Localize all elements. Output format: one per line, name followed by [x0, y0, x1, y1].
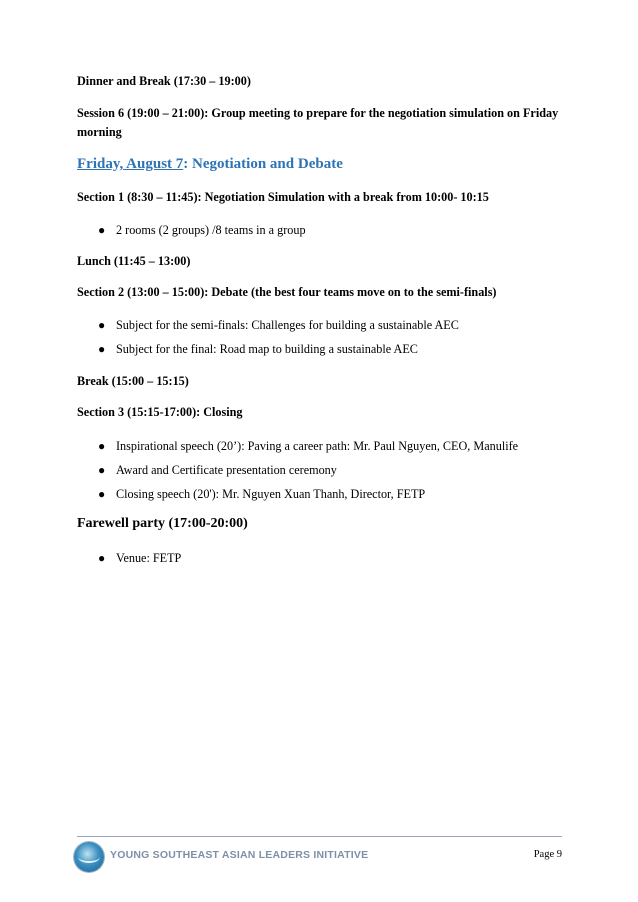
bullet-icon: ● — [98, 318, 106, 332]
farewell-heading: Farewell party (17:00-20:00) — [77, 516, 248, 531]
list-item: ● Closing speech (20'): Mr. Nguyen Xuan Thanh, Director, FETP — [77, 485, 577, 504]
page-content — [77, 72, 577, 568]
farewell-list — [77, 549, 577, 568]
section2-list — [77, 316, 577, 359]
list-item: ● Inspirational speech (20’): Paving a career path: Mr. Paul Nguyen, CEO, Manulife — [77, 437, 577, 456]
page-number: Page 9 — [533, 849, 562, 860]
lunch-heading: Lunch (11:45 – 13:00) — [77, 254, 191, 268]
bullet-icon: ● — [98, 463, 106, 477]
section1-list — [77, 221, 577, 240]
bullet-icon: ● — [98, 551, 106, 565]
dinner-heading: Dinner and Break (17:30 – 19:00) — [77, 74, 251, 88]
section1-heading: Section 1 (8:30 – 11:45): Negotiation Simulation with a break from 10:00- 10:15 — [77, 190, 489, 204]
section3-heading: Section 3 (15:15-17:00): Closing — [77, 405, 243, 419]
list-item: ● Subject for the final: Road map to building a sustainable AEC — [77, 340, 577, 359]
section2-heading: Section 2 (13:00 – 15:00): Debate (the best four teams move on to the semi-finals) — [77, 285, 497, 299]
bullet-icon: ● — [98, 439, 106, 453]
friday-date: Friday, August 7 — [77, 156, 184, 172]
friday-title: : Negotiation and Debate — [183, 156, 343, 172]
friday-heading — [77, 154, 577, 174]
bullet-icon: ● — [98, 487, 106, 501]
yseali-logo-icon — [74, 842, 104, 872]
bullet-icon: ● — [98, 223, 106, 237]
footer-divider — [77, 836, 562, 837]
footer-organization: YOUNG SOUTHEAST ASIAN LEADERS INITIATIVE — [110, 849, 369, 861]
bullet-icon: ● — [98, 342, 106, 356]
session6-heading: Session 6 (19:00 – 21:00): Group meeting to prepare for the negotiation simulation on Friday morning — [77, 106, 559, 139]
break-heading: Break (15:00 – 15:15) — [77, 374, 189, 388]
list-item: ● 2 rooms (2 groups) /8 teams in a group — [77, 221, 577, 240]
section3-list — [77, 437, 577, 504]
list-item: ● Venue: FETP — [77, 549, 577, 568]
list-item: ● Subject for the semi-finals: Challenges for building a sustainable AEC — [77, 316, 577, 335]
list-item: ● Award and Certificate presentation ceremony — [77, 461, 577, 480]
